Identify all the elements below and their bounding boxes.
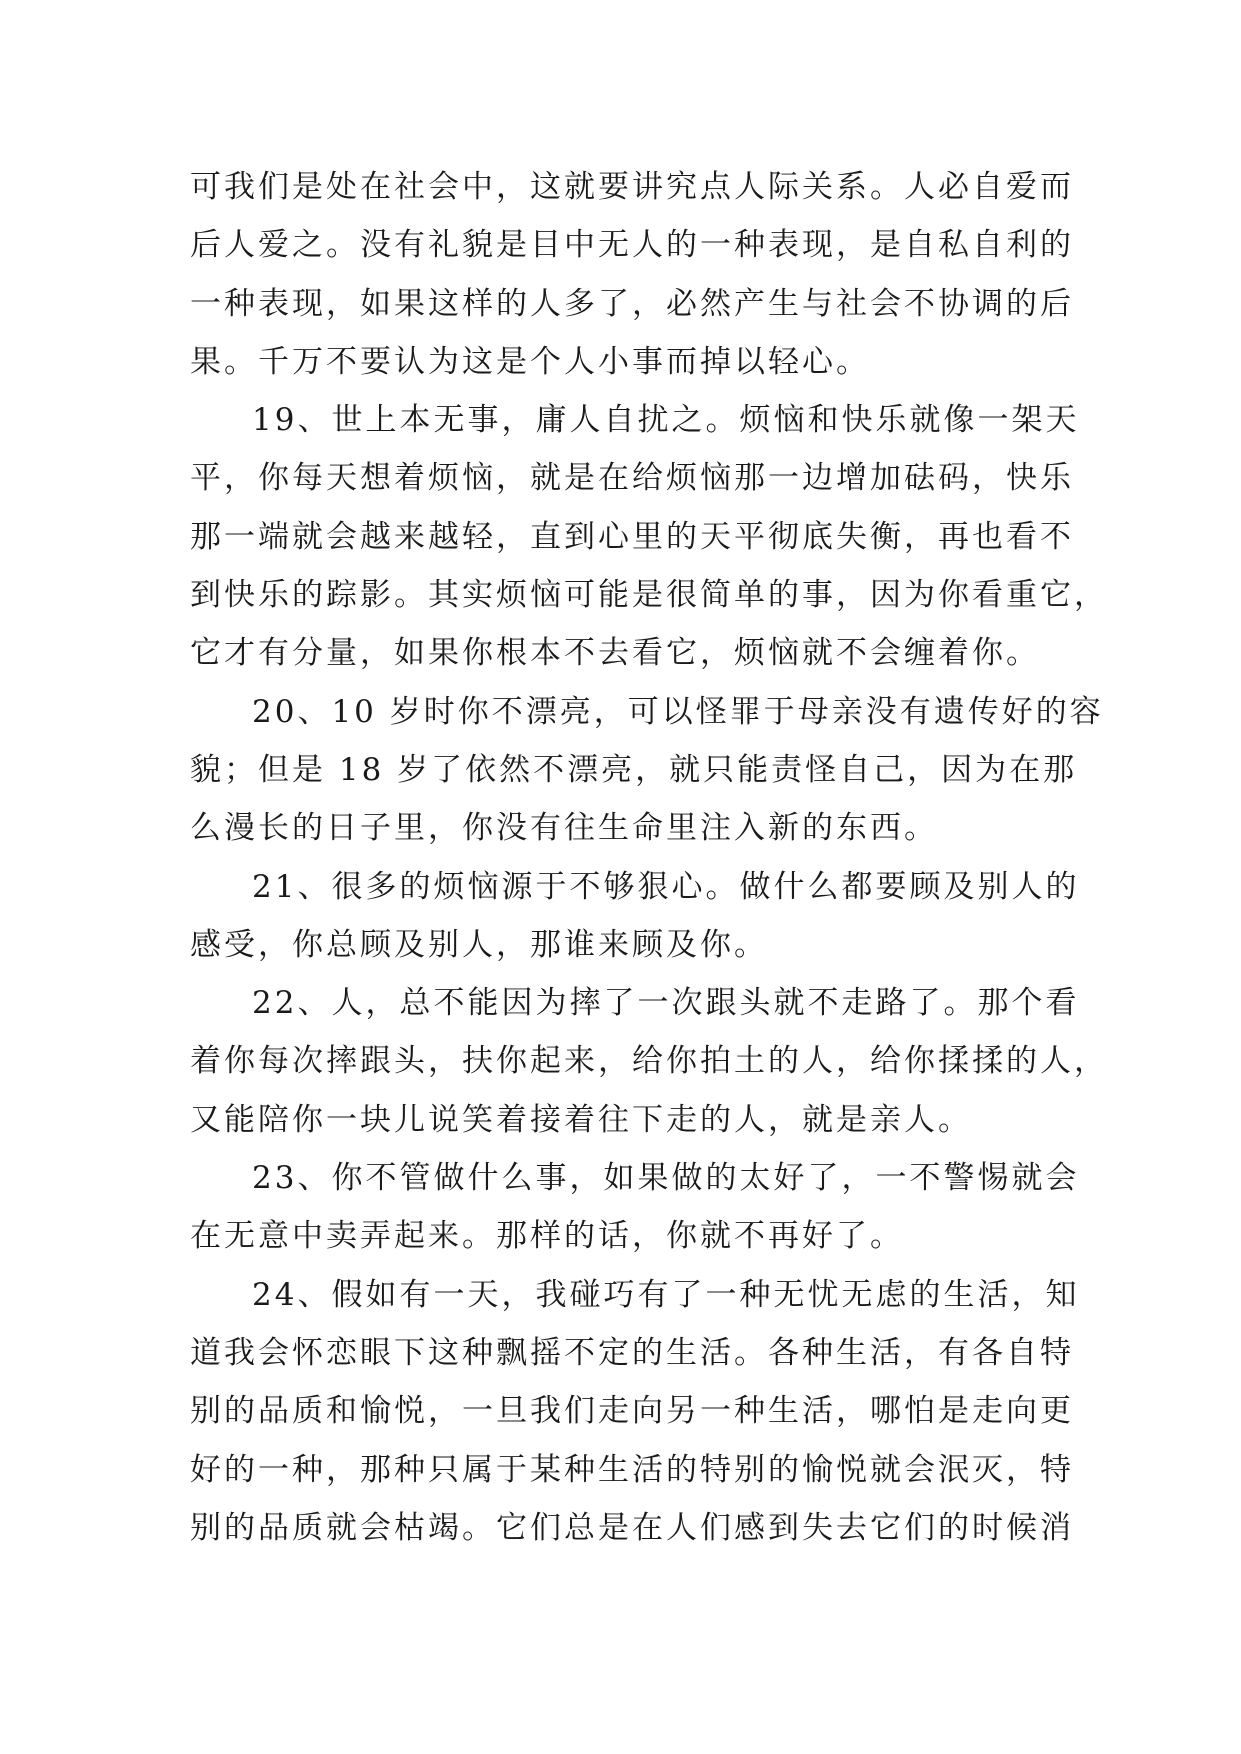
- text-line: 别的品质就会枯竭。它们总是在人们感到失去它们的时候消: [190, 1509, 1074, 1546]
- text-line: 道我会怀恋眼下这种飘摇不定的生活。各种生活，有各自特: [190, 1334, 1074, 1371]
- paragraph-20: [190, 683, 1104, 858]
- text-line: 别的品质和愉悦，一旦我们走向另一种生活，哪怕是走向更: [190, 1393, 1074, 1430]
- text-line: 20、10 岁时你不漂亮，可以怪罪于母亲没有遗传好的容: [252, 693, 1104, 730]
- paragraph-21: [190, 858, 1080, 975]
- text-line: 感受，你总顾及别人，那谁来顾及你。: [190, 926, 768, 963]
- text-line: 它才有分量，如果你根本不去看它，烦恼就不会缠着你。: [190, 635, 1040, 672]
- text-line: 一种表现，如果这样的人多了，必然产生与社会不协调的后: [190, 285, 1074, 322]
- document-page: [190, 158, 1108, 1578]
- text-line: 么漫长的日子里，你没有往生命里注入新的东西。: [190, 810, 938, 847]
- text-line: 可我们是处在社会中，这就要讲究点人际关系。人必自爱而: [190, 169, 1074, 205]
- text-line: 22、人，总不能因为摔了一次跟头就不走路了。那个看: [252, 985, 1080, 1022]
- text-line: 24、假如有一天，我碰巧有了一种无忧无虑的生活，知: [252, 1276, 1080, 1313]
- text-line: 平，你每天想着烦恼，就是在给烦恼那一边增加砝码，快乐: [190, 460, 1074, 497]
- text-line: 又能陪你一块儿说笑着接着往下走的人，就是亲人。: [190, 1101, 972, 1138]
- paragraph-19: [190, 391, 1108, 682]
- text-line: 23、你不管做什么事，如果做的太好了，一不警惕就会: [252, 1160, 1080, 1197]
- text-line: 后人爱之。没有礼貌是目中无人的一种表现，是自私自利的: [190, 227, 1074, 264]
- text-line: 貌；但是 18 岁了依然不漂亮，就只能责怪自己，因为在那: [190, 751, 1078, 788]
- text-line: 那一端就会越来越轻，直到心里的天平彻底失衡，再也看不: [190, 518, 1074, 555]
- text-line: 果。千万不要认为这是个人小事而掉以轻心。: [190, 343, 870, 380]
- paragraph-23: [190, 1149, 1080, 1266]
- text-line: 着你每次摔跟头，扶你起来，给你拍土的人，给你揉揉的人，: [190, 1043, 1108, 1080]
- paragraph-22: [190, 974, 1108, 1149]
- text-line: 到快乐的踪影。其实烦恼可能是很简单的事，因为你看重它，: [190, 577, 1108, 614]
- paragraph-24: [190, 1266, 1080, 1557]
- text-line: 21、很多的烦恼源于不够狠心。做什么都要顾及别人的: [252, 868, 1080, 905]
- text-line: 在无意中卖弄起来。那样的话，你就不再好了。: [190, 1218, 904, 1255]
- paragraph-18-continued: [190, 158, 1074, 391]
- text-line: 好的一种，那种只属于某种生活的特别的愉悦就会泯灭，特: [190, 1451, 1074, 1488]
- text-line: 19、世上本无事，庸人自扰之。烦恼和快乐就像一架天: [252, 402, 1080, 439]
